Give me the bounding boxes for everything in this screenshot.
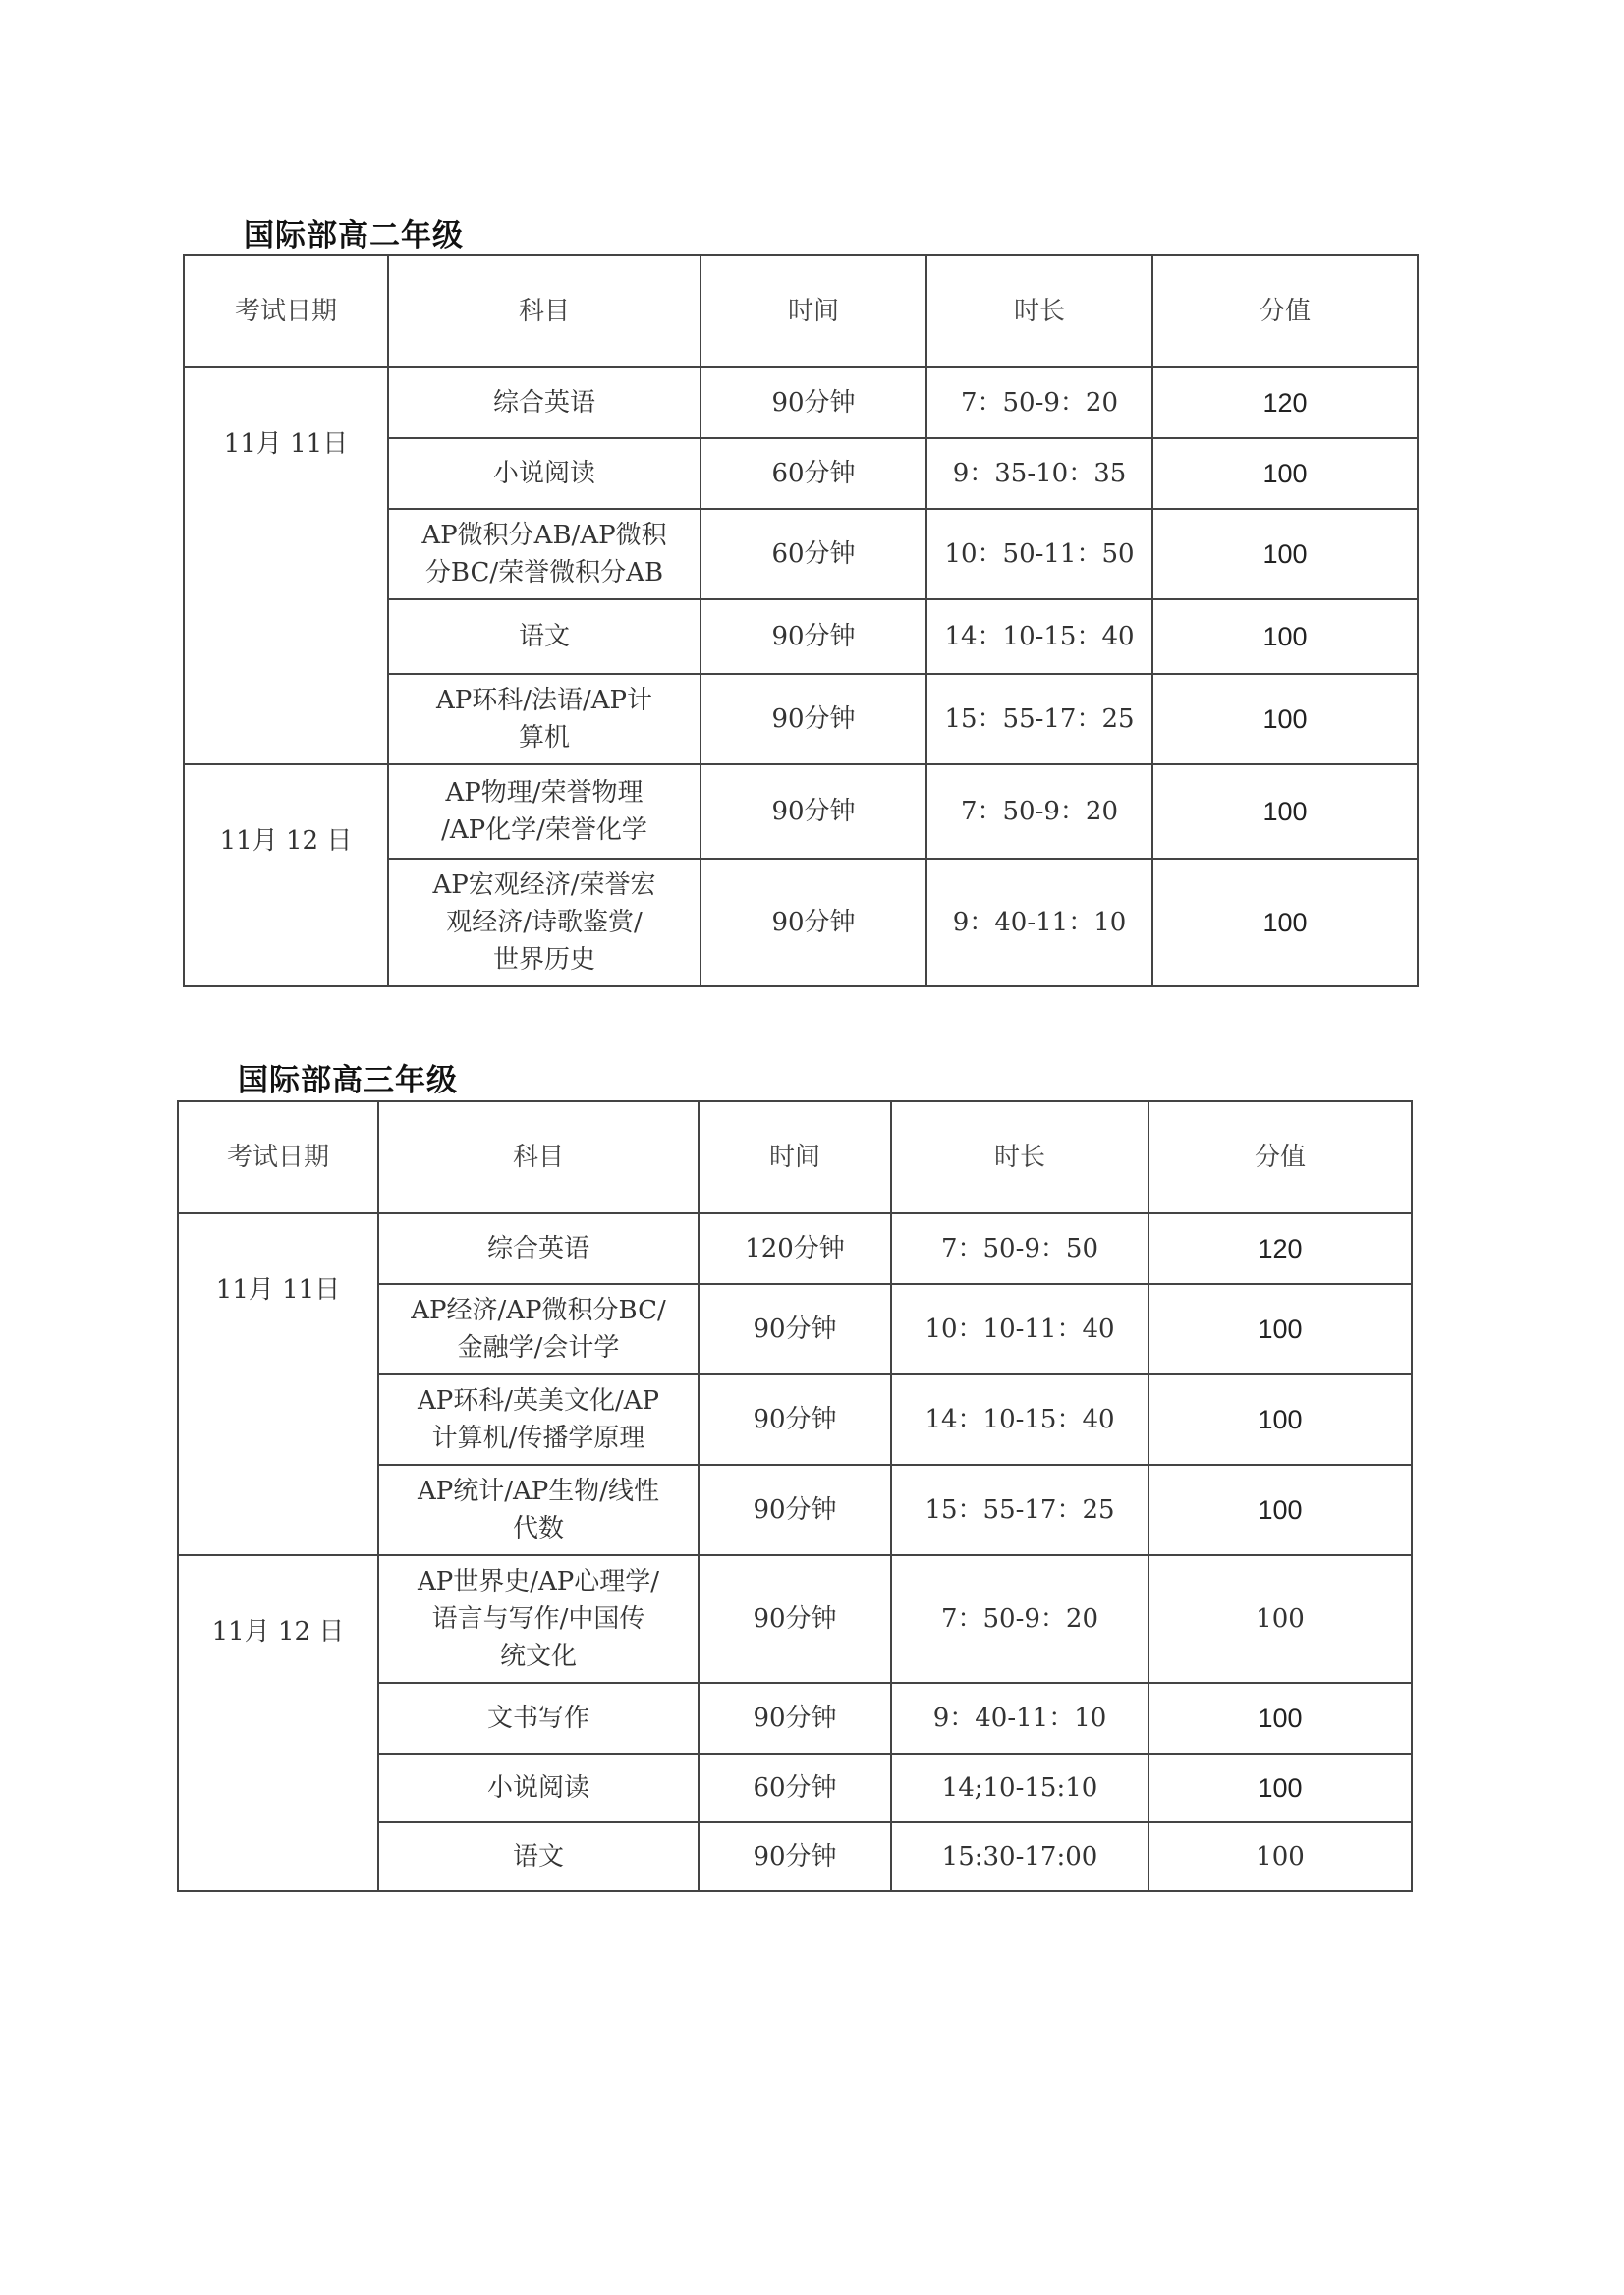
subject-cell: AP经济/AP微积分BC/ 金融学/会计学 xyxy=(378,1284,699,1374)
score-cell: 120 xyxy=(1152,367,1418,438)
subject-cell: 综合英语 xyxy=(378,1213,699,1284)
exam-schedule-table-grade11 xyxy=(183,254,1419,987)
score-cell: 100 xyxy=(1152,674,1418,764)
exam-schedule-table-grade12 xyxy=(177,1100,1413,1892)
time-cell: 90分钟 xyxy=(700,764,926,859)
table-header-row xyxy=(184,255,1418,367)
time-cell: 90分钟 xyxy=(700,674,926,764)
score-cell: 100 xyxy=(1148,1555,1412,1683)
table-row xyxy=(178,1213,1412,1284)
score-cell: 100 xyxy=(1148,1284,1412,1374)
duration-cell: 7：50-9：20 xyxy=(926,764,1152,859)
score-cell: 100 xyxy=(1148,1374,1412,1465)
table-row xyxy=(184,367,1418,438)
subject-cell: AP统计/AP生物/线性 代数 xyxy=(378,1465,699,1555)
score-cell: 100 xyxy=(1152,509,1418,599)
header-subject: 科目 xyxy=(388,255,700,367)
subject-cell: 文书写作 xyxy=(378,1683,699,1754)
time-cell: 90分钟 xyxy=(700,599,926,674)
duration-cell: 14：10-15：40 xyxy=(891,1374,1148,1465)
exam-date-cell: 11月 12 日 xyxy=(178,1555,378,1891)
score-cell: 100 xyxy=(1152,764,1418,859)
time-cell: 90分钟 xyxy=(699,1555,891,1683)
subject-cell: 小说阅读 xyxy=(378,1754,699,1822)
header-time: 时间 xyxy=(700,255,926,367)
header-duration: 时长 xyxy=(926,255,1152,367)
exam-date-cell: 11月 11日 xyxy=(178,1213,378,1555)
table-header-row xyxy=(178,1101,1412,1213)
header-score: 分值 xyxy=(1148,1101,1412,1213)
time-cell: 90分钟 xyxy=(700,859,926,986)
duration-cell: 7：50-9：20 xyxy=(926,367,1152,438)
duration-cell: 15：55-17：25 xyxy=(926,674,1152,764)
subject-cell: AP物理/荣誉物理 /AP化学/荣誉化学 xyxy=(388,764,700,859)
duration-cell: 9：40-11：10 xyxy=(926,859,1152,986)
subject-cell: AP环科/英美文化/AP 计算机/传播学原理 xyxy=(378,1374,699,1465)
subject-cell: AP环科/法语/AP计 算机 xyxy=(388,674,700,764)
exam-date-cell: 11月 11日 xyxy=(184,367,388,764)
time-cell: 90分钟 xyxy=(699,1465,891,1555)
score-cell: 100 xyxy=(1148,1754,1412,1822)
header-date: 考试日期 xyxy=(178,1101,378,1213)
section-title-grade11: 国际部高二年级 xyxy=(244,218,464,253)
time-cell: 90分钟 xyxy=(699,1683,891,1754)
time-cell: 90分钟 xyxy=(700,367,926,438)
time-cell: 60分钟 xyxy=(699,1754,891,1822)
duration-cell: 15:30-17:00 xyxy=(891,1822,1148,1891)
time-cell: 60分钟 xyxy=(700,509,926,599)
score-cell: 100 xyxy=(1152,438,1418,509)
duration-cell: 14;10-15:10 xyxy=(891,1754,1148,1822)
header-date: 考试日期 xyxy=(184,255,388,367)
subject-cell: 小说阅读 xyxy=(388,438,700,509)
table-row xyxy=(178,1555,1412,1683)
score-cell: 100 xyxy=(1152,599,1418,674)
duration-cell: 7：50-9：50 xyxy=(891,1213,1148,1284)
subject-cell: AP世界史/AP心理学/ 语言与写作/中国传 统文化 xyxy=(378,1555,699,1683)
subject-cell: 语文 xyxy=(388,599,700,674)
duration-cell: 10：50-11：50 xyxy=(926,509,1152,599)
duration-cell: 10：10-11：40 xyxy=(891,1284,1148,1374)
time-cell: 90分钟 xyxy=(699,1284,891,1374)
section-title-grade12: 国际部高三年级 xyxy=(238,1063,458,1098)
subject-cell: 综合英语 xyxy=(388,367,700,438)
duration-cell: 7：50-9：20 xyxy=(891,1555,1148,1683)
table-row xyxy=(184,764,1418,859)
duration-cell: 14：10-15：40 xyxy=(926,599,1152,674)
time-cell: 90分钟 xyxy=(699,1374,891,1465)
score-cell: 100 xyxy=(1148,1683,1412,1754)
score-cell: 100 xyxy=(1148,1822,1412,1891)
time-cell: 120分钟 xyxy=(699,1213,891,1284)
time-cell: 60分钟 xyxy=(700,438,926,509)
header-subject: 科目 xyxy=(378,1101,699,1213)
header-score: 分值 xyxy=(1152,255,1418,367)
duration-cell: 9：40-11：10 xyxy=(891,1683,1148,1754)
score-cell: 100 xyxy=(1148,1465,1412,1555)
subject-cell: 语文 xyxy=(378,1822,699,1891)
time-cell: 90分钟 xyxy=(699,1822,891,1891)
exam-date-cell: 11月 12 日 xyxy=(184,764,388,986)
subject-cell: AP微积分AB/AP微积 分BC/荣誉微积分AB xyxy=(388,509,700,599)
subject-cell: AP宏观经济/荣誉宏 观经济/诗歌鉴赏/ 世界历史 xyxy=(388,859,700,986)
score-cell: 120 xyxy=(1148,1213,1412,1284)
duration-cell: 15：55-17：25 xyxy=(891,1465,1148,1555)
header-duration: 时长 xyxy=(891,1101,1148,1213)
header-time: 时间 xyxy=(699,1101,891,1213)
duration-cell: 9：35-10：35 xyxy=(926,438,1152,509)
score-cell: 100 xyxy=(1152,859,1418,986)
